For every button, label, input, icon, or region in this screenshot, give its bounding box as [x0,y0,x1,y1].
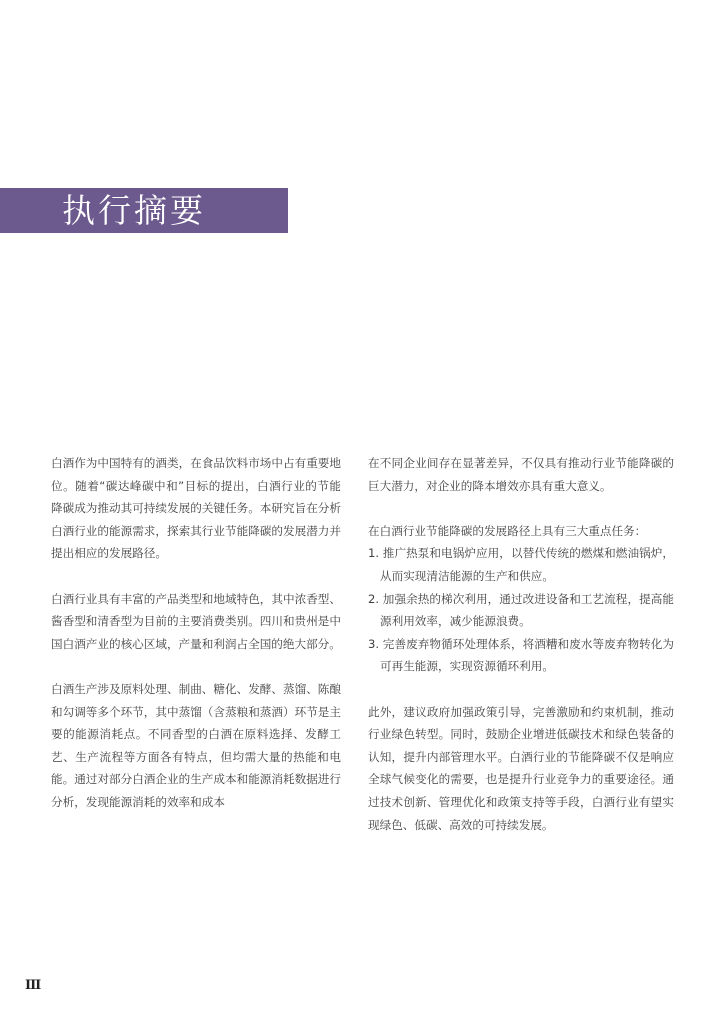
right-column [368,452,674,859]
body-paragraph: 白酒生产涉及原料处理、制曲、糖化、发酵、蒸馏、陈酿和勾调等多个环节，其中蒸馏（含蒸粮和蒸酒）环节是主要的能源消耗点。不同香型的白酒在原料选择、发酵工艺、生产流程等方面各有特点，但均需大量的热能和电能。通过对部分白酒企业的生产成本和能源消耗数据进行分析，发现能源消耗的效率和成本 [51,681,341,809]
list-item: 3. 完善废弃物循环处理体系，将酒糟和废水等废弃物转化为可再生能源，实现资源循环利用。 [368,636,674,674]
body-paragraph: 白酒作为中国特有的酒类，在食品饮料市场中占有重要地位。随着“碳达峰碳中和”目标的提出，白酒行业的节能降碳成为推动其可持续发展的关键任务。本研究旨在分析白酒行业的能源需求，探索其行业节能降碳的发展潜力并提出相应的发展路径。 [51,456,341,561]
list-item: 1. 推广热泵和电锅炉应用，以替代传统的燃煤和燃油锅炉，从而实现清洁能源的生产和供应。 [368,546,674,583]
title-banner [0,188,288,233]
tasks-block [368,520,674,678]
list-item: 2. 加强余热的梯次利用，通过改进设备和工艺流程，提高能源利用效率，减少能源浪费。 [368,591,674,629]
body-paragraph: 此外，建议政府加强政策引导，完善激励和约束机制，推动行业绿色转型。同时，鼓励企业增进低碳技术和绿色装备的认知，提升内部管理水平。白酒行业的节能降碳不仅是响应全球气候变化的需要，也是提升行业竞争力的重要途径。通过技术创新、管理优化和政策支持等手段，白酒行业有望实现绿色、低碳、高效的可持续发展。 [368,704,674,832]
body-paragraph: 白酒行业具有丰富的产品类型和地域特色，其中浓香型、酱香型和清香型为目前的主要消费类别。四川和贵州是中国白酒产业的核心区域，产量和利润占全国的绝大部分。 [51,591,341,651]
page-title: 执行摘要 [62,191,206,230]
tasks-heading: 在白酒行业节能降碳的发展路径上具有三大重点任务： [368,523,647,538]
tasks-list [368,542,674,678]
left-column [51,452,341,836]
body-paragraph: 在不同企业间存在显著差异，不仅具有推动行业节能降碳的巨大潜力，对企业的降本增效亦具有重大意义。 [368,456,674,493]
page-number: III [25,978,41,993]
